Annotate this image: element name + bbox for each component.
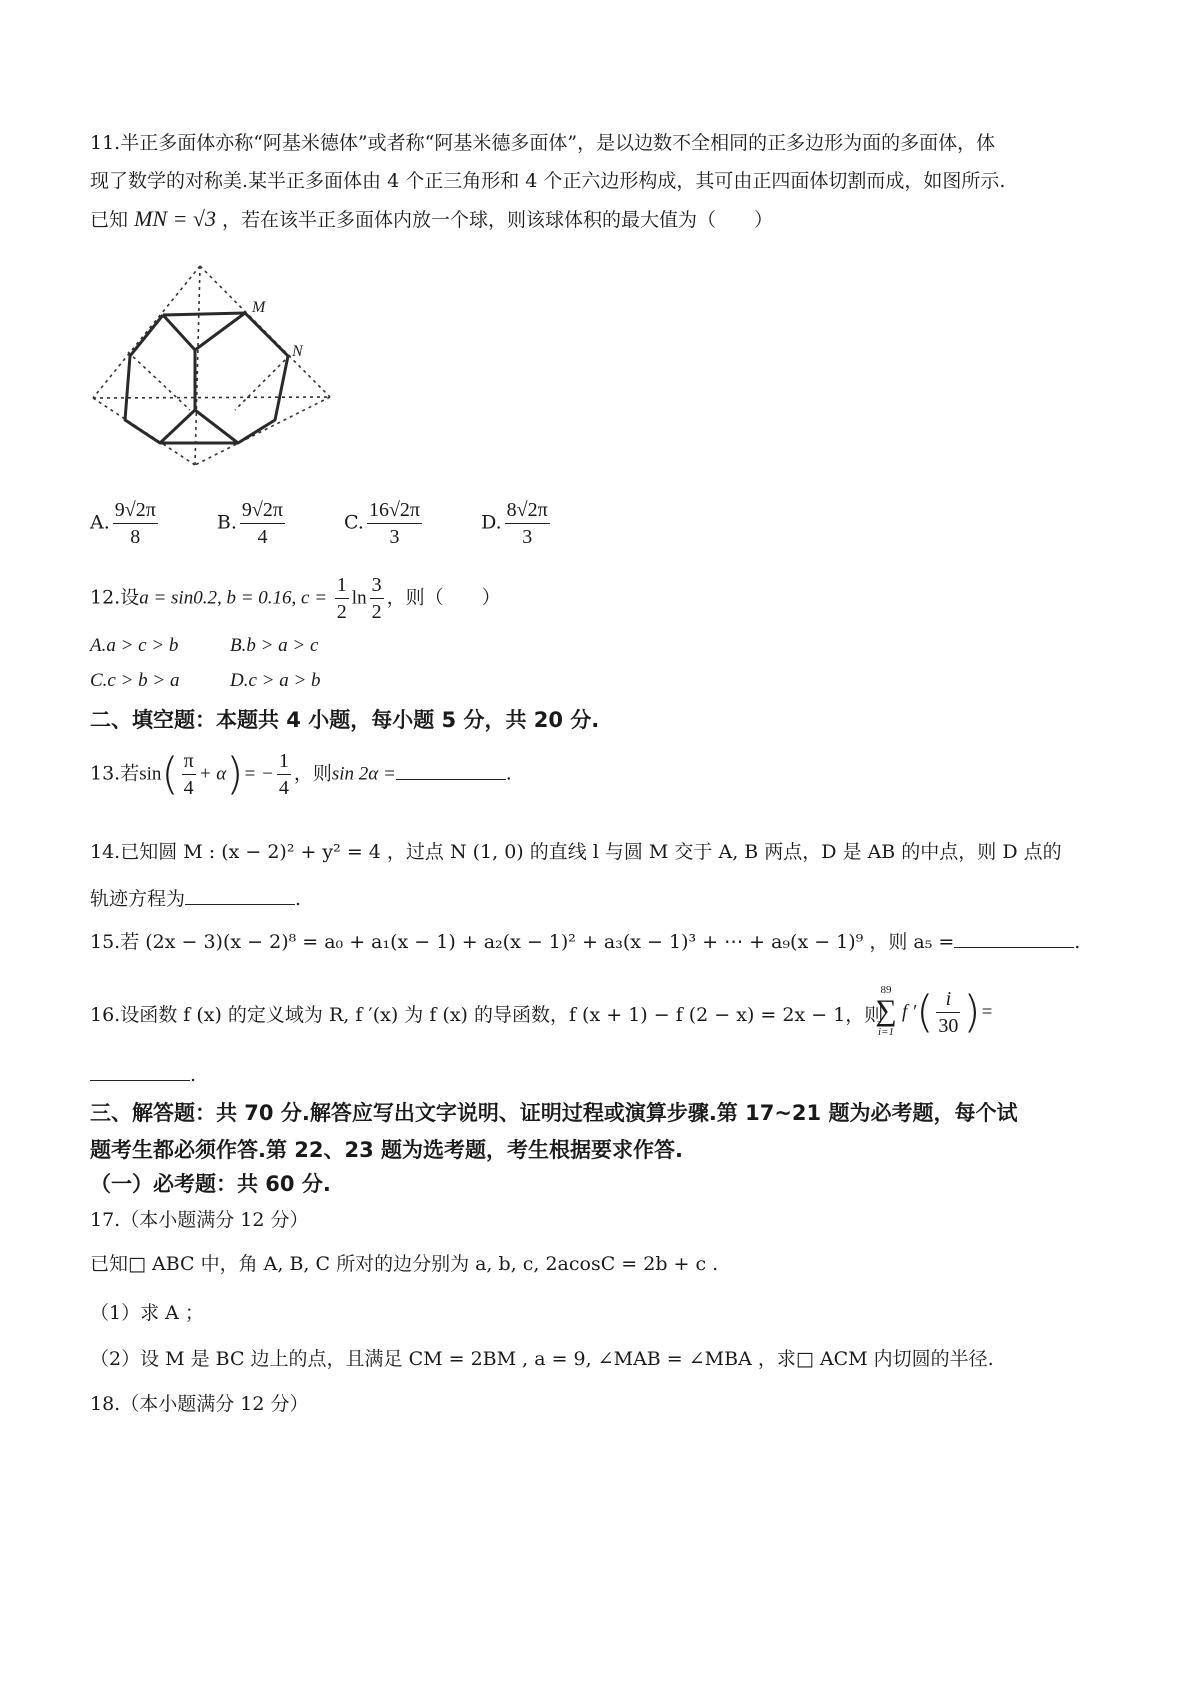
q13-eq: = −	[243, 763, 274, 785]
label-n: N	[292, 343, 303, 360]
option-d[interactable]	[481, 497, 553, 550]
q16-sum	[870, 984, 902, 1038]
option-c-letter: C.	[344, 511, 364, 534]
truncated-tetrahedron-figure	[88, 260, 348, 475]
q17-part2: （2）设 M 是 BC 边上的点，且满足 CM = 2BM , a = 9, ∠MAB = ∠MBA ，求□ ACM 内切圆的半径.	[90, 1348, 994, 1370]
option-b-num: 9√2π	[240, 497, 285, 524]
q14-line1: 14.已知圆 M : (x − 2)² + y² = 4 ，过点 N (1, 0) 的直线 l 与圆 M 交于 A, B 两点，D 是 AB 的中点，则 D 点的	[90, 841, 1062, 863]
option-b-den: 4	[257, 526, 268, 548]
q12-prefix: 12.设	[90, 586, 140, 609]
q14-end: .	[295, 888, 302, 910]
q15-stem	[90, 927, 1080, 954]
q12-half-num: 1	[335, 572, 349, 599]
q12-frac-num: 3	[370, 572, 384, 599]
q15-answer-blank[interactable]	[954, 946, 1074, 948]
q13-target: sin 2α =	[331, 763, 396, 785]
q18-header: 18.（本小题满分 12 分）	[90, 1393, 309, 1415]
q11-options	[90, 497, 603, 550]
q12-option-d[interactable]: D.c > a > b	[230, 670, 321, 691]
q16-frac-num: i	[936, 986, 960, 1013]
q17-header: 17.（本小题满分 12 分）	[90, 1209, 309, 1231]
q12-option-c[interactable]: C.c > b > a	[90, 670, 180, 691]
q13-prefix: 13.若	[90, 762, 140, 785]
q13-end: .	[505, 762, 512, 785]
q12-math: a = sin0.2, b = 0.16, c =	[139, 587, 332, 609]
sigma-icon: ∑	[875, 994, 897, 1027]
q16-eq: =	[980, 1001, 994, 1023]
q11-line3-math: MN = √3	[134, 206, 216, 231]
option-c-num: 16√2π	[367, 497, 422, 524]
q12-frac-den: 2	[371, 601, 382, 623]
q13-pi-num: π	[182, 748, 196, 775]
q12-ln: ln	[351, 587, 367, 609]
option-d-den: 3	[522, 526, 533, 548]
option-a-den: 8	[130, 526, 141, 548]
q12-suffix: ，则（ ）	[386, 586, 501, 609]
q16-sum-top: 89	[880, 984, 892, 996]
subsection1-heading: （一）必考题：共 60 分.	[90, 1172, 331, 1196]
q16-end: .	[190, 1064, 197, 1086]
section2-heading: 二、填空题：本题共 4 小题，每小题 5 分，共 20 分.	[90, 708, 600, 732]
q16-fprime: f ′	[902, 1001, 917, 1023]
q13-stem: 13.若sin( $\frac{\pi}{4}$ + α)= − $\frac{1}{4}$ ，则sin 2α = .	[90, 748, 512, 800]
q13-pi-den: 4	[183, 777, 194, 799]
option-d-letter: D.	[481, 511, 502, 534]
option-a-letter: A.	[90, 511, 110, 534]
q12-option-b[interactable]: B.b > a > c	[230, 635, 319, 656]
q13-answer-blank[interactable]	[396, 778, 506, 780]
q16-summand: f ′( $\frac{i}{30}$ )=	[902, 986, 994, 1038]
option-a-num: 9√2π	[113, 497, 158, 524]
q13-rhs-num: 1	[277, 748, 291, 775]
option-b[interactable]	[217, 497, 288, 550]
q11-line3	[90, 205, 773, 232]
q16-line2	[90, 1064, 196, 1086]
q17-part1: （1）求 A ；	[90, 1302, 204, 1324]
q15-end: .	[1074, 931, 1081, 953]
q14-line2-prefix: 轨迹方程为	[90, 888, 186, 910]
section3-line2: 题考生都必须作答.第 22、23 题为选考题，考生根据要求作答.	[90, 1138, 684, 1162]
option-a[interactable]	[90, 497, 161, 550]
q12-option-a[interactable]: A.a > c > b	[90, 635, 179, 656]
option-b-letter: B.	[216, 511, 237, 534]
q15-text: 15.若 (2x − 3)(x − 2)⁸ = a₀ + a₁(x − 1) + a₂(x − 1)² + a₃(x − 1)³ + ⋯ + a₉(x − 1)⁹ ，则 a₅ =	[90, 931, 955, 953]
option-c[interactable]	[344, 497, 425, 550]
q16-frac-den: 30	[938, 1015, 959, 1037]
q11-line3-suffix: ，若在该半正多面体内放一个球，则该球体积的最大值为（ ）	[222, 209, 774, 231]
q13-sin: sin	[139, 763, 162, 785]
q17-line1: 已知□ ABC 中，角 A, B, C 所对的边分别为 a, b, c, 2acosC = 2b + c .	[90, 1253, 719, 1275]
q14-answer-blank[interactable]	[185, 903, 295, 905]
q16-text: 16.设函数 f (x) 的定义域为 R, f ′(x) 为 f (x) 的导函数，f (x + 1) − f (2 − x) = 2x − 1，则	[90, 1004, 884, 1026]
section3-line1: 三、解答题：共 70 分.解答应写出文字说明、证明过程或演算步骤.第 17~21 题为必考题，每个试	[90, 1101, 1018, 1125]
q16-sum-bottom: i=1	[878, 1026, 894, 1038]
q16-answer-blank[interactable]	[90, 1079, 190, 1081]
label-m: M	[252, 299, 266, 316]
option-c-den: 3	[389, 526, 400, 548]
option-d-num: 8√2π	[505, 497, 550, 524]
q13-rhs-den: 4	[278, 777, 289, 799]
q13-alpha: + α	[198, 763, 227, 785]
solid-edges	[125, 313, 288, 443]
q11-line2: 现了数学的对称美.某半正多面体由 4 个正三角形和 4 个正六边形构成，其可由正四面体切割而成，如图所示.	[90, 170, 1006, 192]
q14-line2	[90, 884, 301, 911]
q12-stem	[90, 572, 501, 625]
q12-half-den: 2	[336, 601, 347, 623]
q13-then: ，则	[293, 762, 332, 785]
q11-line1: 11.半正多面体亦称“阿基米德体”或者称“阿基米德多面体”，是以边数不全相同的正多边形为面的多面体，体	[90, 132, 996, 154]
q11-line3-prefix: 已知	[90, 209, 129, 231]
